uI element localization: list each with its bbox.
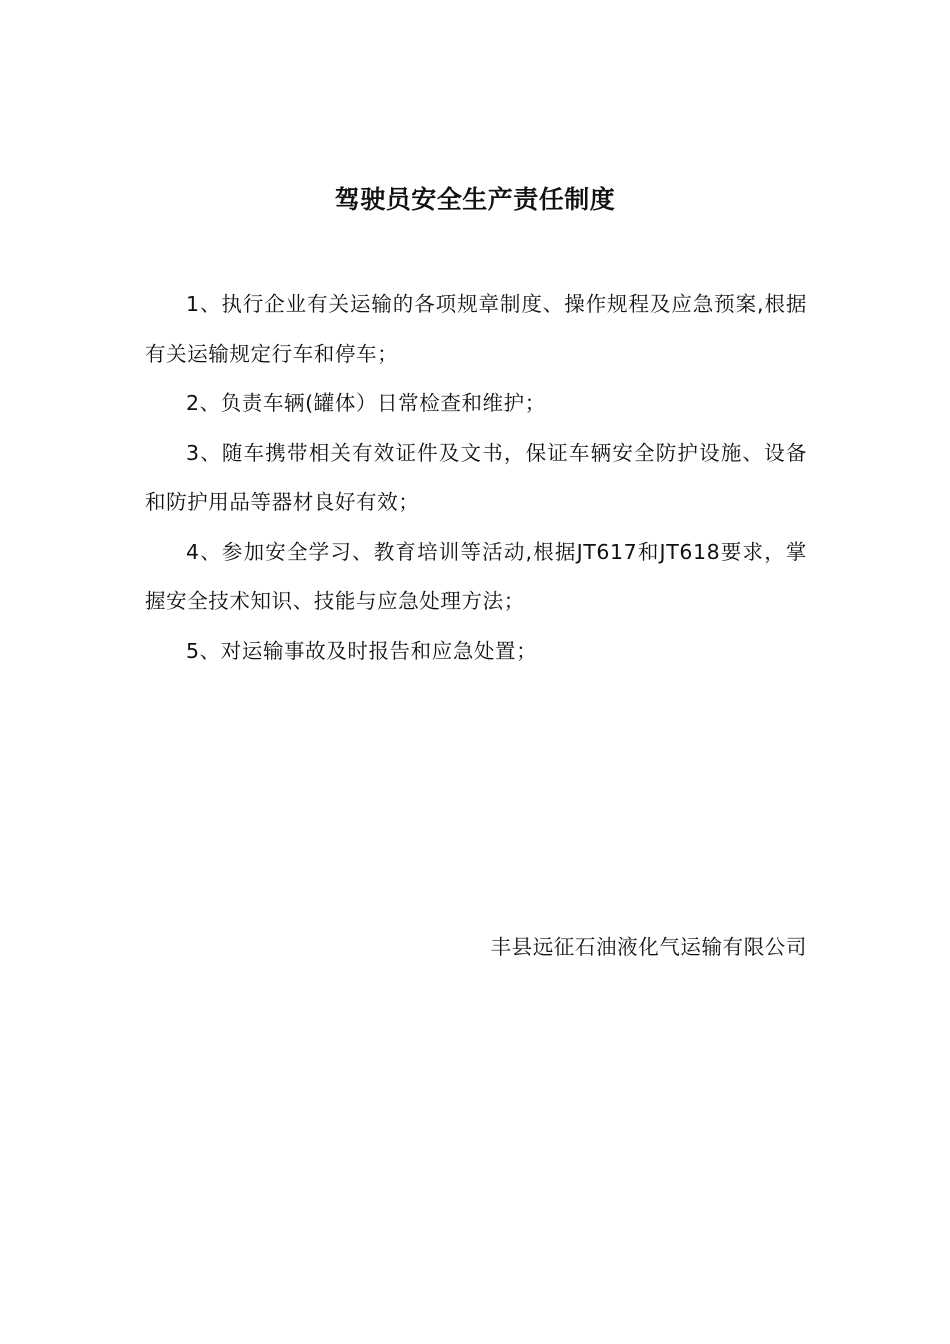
company-signature: 丰县远征石油液化气运输有限公司 bbox=[490, 935, 807, 959]
document-title: 驾驶员安全生产责任制度 bbox=[334, 185, 616, 214]
clause-2: 2、负责车辆(罐体）日常检查和维护； bbox=[186, 391, 546, 415]
document-body bbox=[145, 280, 807, 676]
clause-3: 3、随车携带相关有效证件及文书，保证车辆安全防护设施、设备和防护用品等器材良好有效； bbox=[145, 440, 807, 514]
clause-4: 4、参加安全学习、教育培训等活动,根据JT617和JT618要求，掌握安全技术知识、技能与应急处理方法； bbox=[145, 539, 807, 613]
clause-1: 1、执行企业有关运输的各项规章制度、操作规程及应急预案,根据有关运输规定行车和停车； bbox=[145, 292, 807, 366]
clause-5: 5、对运输事故及时报告和应急处置； bbox=[186, 638, 538, 663]
